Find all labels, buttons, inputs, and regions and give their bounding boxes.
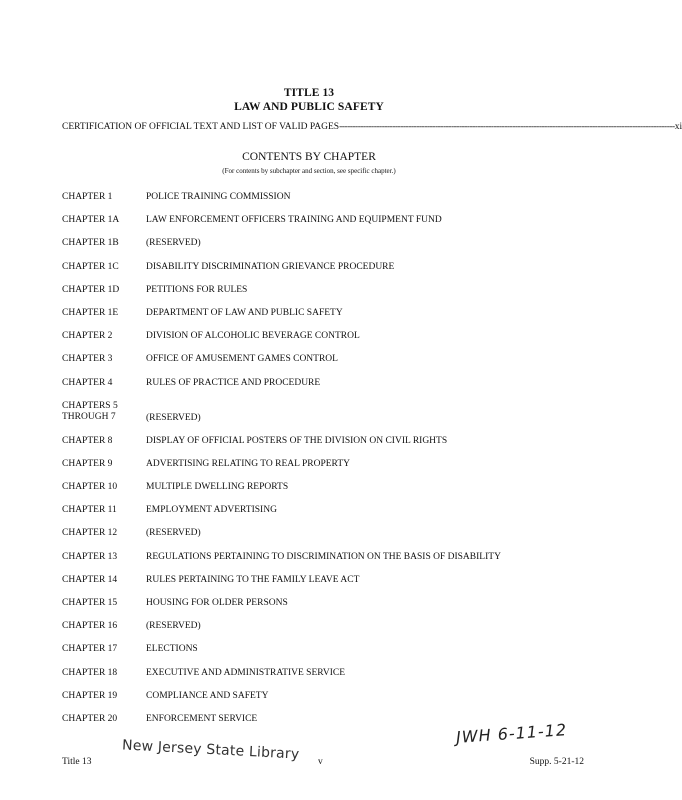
library-stamp: New Jersey State Library	[121, 737, 300, 763]
chapter-title: OFFICE OF AMUSEMENT GAMES CONTROL	[146, 354, 338, 365]
chapter-row	[62, 459, 582, 482]
chapter-number: CHAPTER 4	[62, 377, 113, 388]
chapter-row	[62, 436, 582, 459]
chapter-title: (RESERVED)	[146, 528, 201, 539]
chapter-row	[62, 528, 582, 551]
chapter-title: EMPLOYMENT ADVERTISING	[146, 505, 277, 516]
chapter-number: CHAPTER 1D	[62, 284, 120, 295]
chapter-number: CHAPTERS 5 THROUGH 7	[62, 400, 118, 422]
contents-heading: CONTENTS BY CHAPTER	[242, 151, 376, 163]
chapter-number: CHAPTER 15	[62, 598, 118, 608]
chapter-number: CHAPTER 13	[62, 551, 118, 562]
chapter-title: ADVERTISING RELATING TO REAL PROPERTY	[146, 458, 350, 469]
chapter-number: CHAPTER 10	[62, 482, 118, 493]
certification-line	[62, 122, 682, 136]
chapter-row	[62, 238, 582, 261]
chapter-number: CHAPTER 16	[62, 621, 118, 632]
chapter-title: RULES PERTAINING TO THE FAMILY LEAVE ACT	[146, 574, 360, 585]
title-name: LAW AND PUBLIC SAFETY	[234, 101, 384, 113]
chapter-title: MULTIPLE DWELLING REPORTS	[146, 482, 289, 493]
chapter-number: CHAPTER 1	[62, 192, 113, 202]
chapter-number: CHAPTER 18	[62, 667, 118, 678]
chapter-number: CHAPTER 1A	[62, 215, 120, 226]
chapter-title: DISPLAY OF OFFICIAL POSTERS OF THE DIVISION ON CIVIL RIGHTS	[146, 435, 448, 446]
chapter-row	[62, 668, 582, 691]
chapter-number: CHAPTER 17	[62, 644, 118, 655]
chapter-number: CHAPTER 1E	[62, 307, 119, 318]
chapter-row	[62, 192, 582, 215]
chapter-title: ENFORCEMENT SERVICE	[146, 713, 258, 724]
chapter-number: CHAPTER 9	[62, 458, 113, 469]
chapter-number: CHAPTER 1B	[62, 238, 119, 249]
chapter-number: CHAPTER 1C	[62, 261, 119, 272]
chapter-title: EXECUTIVE AND ADMINISTRATIVE SERVICE	[146, 667, 345, 678]
chapter-title: DISABILITY DISCRIMINATION GRIEVANCE PROCEDURE	[146, 261, 395, 272]
chapter-title: (RESERVED)	[146, 412, 201, 423]
chapter-title: DEPARTMENT OF LAW AND PUBLIC SAFETY	[146, 307, 343, 318]
chapter-row	[62, 354, 582, 377]
chapter-row	[62, 215, 582, 238]
supplement-date: Supp. 5-21-12	[529, 757, 584, 767]
chapter-row	[62, 621, 582, 644]
footer-title: Title 13	[62, 757, 92, 767]
chapter-title: POLICE TRAINING COMMISSION	[146, 192, 291, 202]
chapter-number: CHAPTER 11	[62, 505, 117, 516]
handwritten-initials: JWH 6-11-12	[455, 720, 568, 747]
chapter-title: RULES OF PRACTICE AND PROCEDURE	[146, 377, 321, 388]
chapter-number: CHAPTER 2	[62, 331, 113, 342]
chapter-row	[62, 262, 582, 285]
chapter-row	[62, 378, 582, 401]
chapter-title: LAW ENFORCEMENT OFFICERS TRAINING AND EQUIPMENT FUND	[146, 215, 442, 226]
certification-text: CERTIFICATION OF OFFICIAL TEXT AND LIST OF VALID PAGES	[62, 122, 340, 132]
chapter-list	[62, 192, 582, 737]
chapter-title: (RESERVED)	[146, 621, 201, 632]
chapter-title: COMPLIANCE AND SAFETY	[146, 690, 269, 701]
chapter-title: REGULATIONS PERTAINING TO DISCRIMINATION ON THE BASIS OF DISABILITY	[146, 551, 501, 562]
chapter-row	[62, 575, 582, 598]
chapter-row	[62, 401, 582, 436]
chapter-row	[62, 482, 582, 505]
chapter-number: CHAPTER 8	[62, 435, 113, 446]
chapter-row	[62, 552, 582, 575]
chapter-title: ELECTIONS	[146, 644, 198, 655]
certification-leader: ------------------------------------------------------------------------------------------------------------------------------	[339, 122, 675, 132]
certification-page: xi	[674, 122, 682, 132]
chapter-number: CHAPTER 20	[62, 713, 118, 724]
page-number: v	[318, 757, 323, 767]
contents-note: (For contents by subchapter and section, see specific chapter.)	[222, 167, 396, 175]
chapter-number: CHAPTER 3	[62, 354, 113, 365]
chapter-row	[62, 331, 582, 354]
chapter-row	[62, 644, 582, 667]
chapter-row	[62, 308, 582, 331]
chapter-title: PETITIONS FOR RULES	[146, 284, 248, 295]
title-number: TITLE 13	[283, 87, 335, 99]
chapter-row	[62, 285, 582, 308]
chapter-row	[62, 598, 582, 621]
chapter-title: DIVISION OF ALCOHOLIC BEVERAGE CONTROL	[146, 331, 360, 342]
chapter-number: CHAPTER 14	[62, 574, 118, 585]
title-block	[0, 86, 618, 114]
chapter-title: (RESERVED)	[146, 238, 201, 249]
chapter-row	[62, 691, 582, 714]
chapter-number: CHAPTER 12	[62, 528, 118, 539]
chapter-number: CHAPTER 19	[62, 690, 118, 701]
chapter-row	[62, 505, 582, 528]
chapter-title: HOUSING FOR OLDER PERSONS	[146, 598, 288, 608]
